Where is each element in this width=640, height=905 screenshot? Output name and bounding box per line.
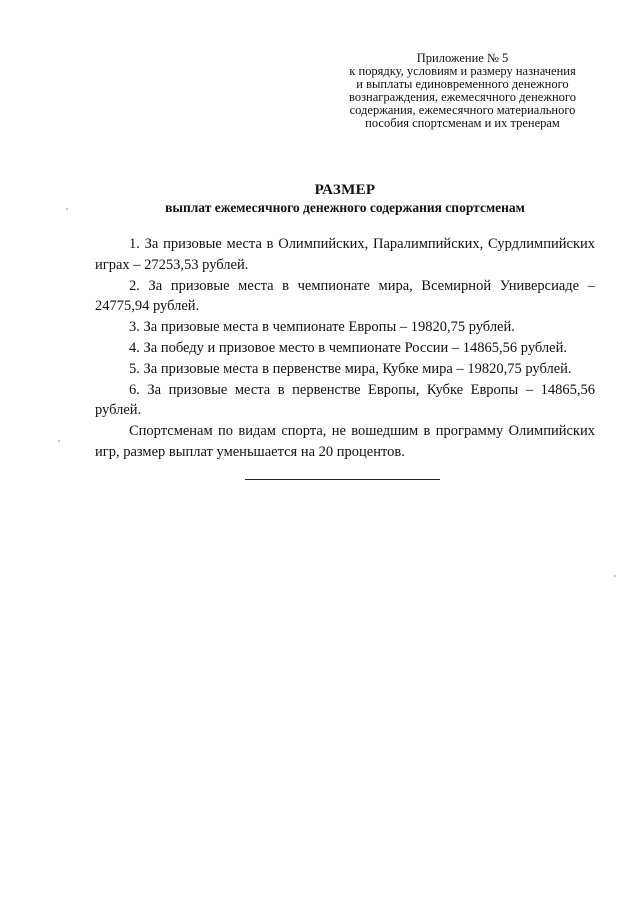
scan-speck <box>66 208 68 210</box>
document-title: РАЗМЕР <box>314 182 376 198</box>
appendix-line: к порядку, условиям и размеру назначения <box>349 64 576 78</box>
scan-speck <box>614 575 616 577</box>
appendix-line: пособия спортсменам и их тренерам <box>365 116 560 130</box>
appendix-line: содержания, ежемесячного материального <box>349 103 576 117</box>
appendix-number: Приложение № 5 <box>416 51 509 65</box>
list-item: 5. За призовые места в первенстве мира, Кубке мира – 19820,75 рублей. <box>129 360 572 377</box>
list-item: 6. За призовые места в первенстве Европы, Кубке Европы – 14865,56 рублей. <box>95 381 595 419</box>
payment-list <box>95 234 595 463</box>
document-subtitle: выплат ежемесячного денежного содержания спортсменам <box>165 200 525 215</box>
list-item: 2. За призовые места в чемпионате мира, Всемирной Универсиаде – 24775,94 рублей. <box>95 277 595 315</box>
list-item: 4. За победу и призовое место в чемпионате России – 14865,56 рублей. <box>129 339 567 356</box>
appendix-line: вознаграждения, ежемесячного денежного <box>349 90 576 104</box>
appendix-line: и выплаты единовременного денежного <box>356 77 569 91</box>
appendix-header <box>330 52 595 130</box>
list-item: 3. За призовые места в чемпионате Европы – 19820,75 рублей. <box>129 319 515 336</box>
closing-divider <box>245 479 440 480</box>
note-paragraph: Спортсменам по видам спорта, не вошедшим в программу Олимпийских игр, размер выплат уменьшается на 20 процентов. <box>95 423 595 460</box>
scan-speck <box>58 440 60 442</box>
list-item: 1. За призовые места в Олимпийских, Паралимпийских, Сурдлимпийских играх – 27253,53 рублей. <box>95 236 595 273</box>
